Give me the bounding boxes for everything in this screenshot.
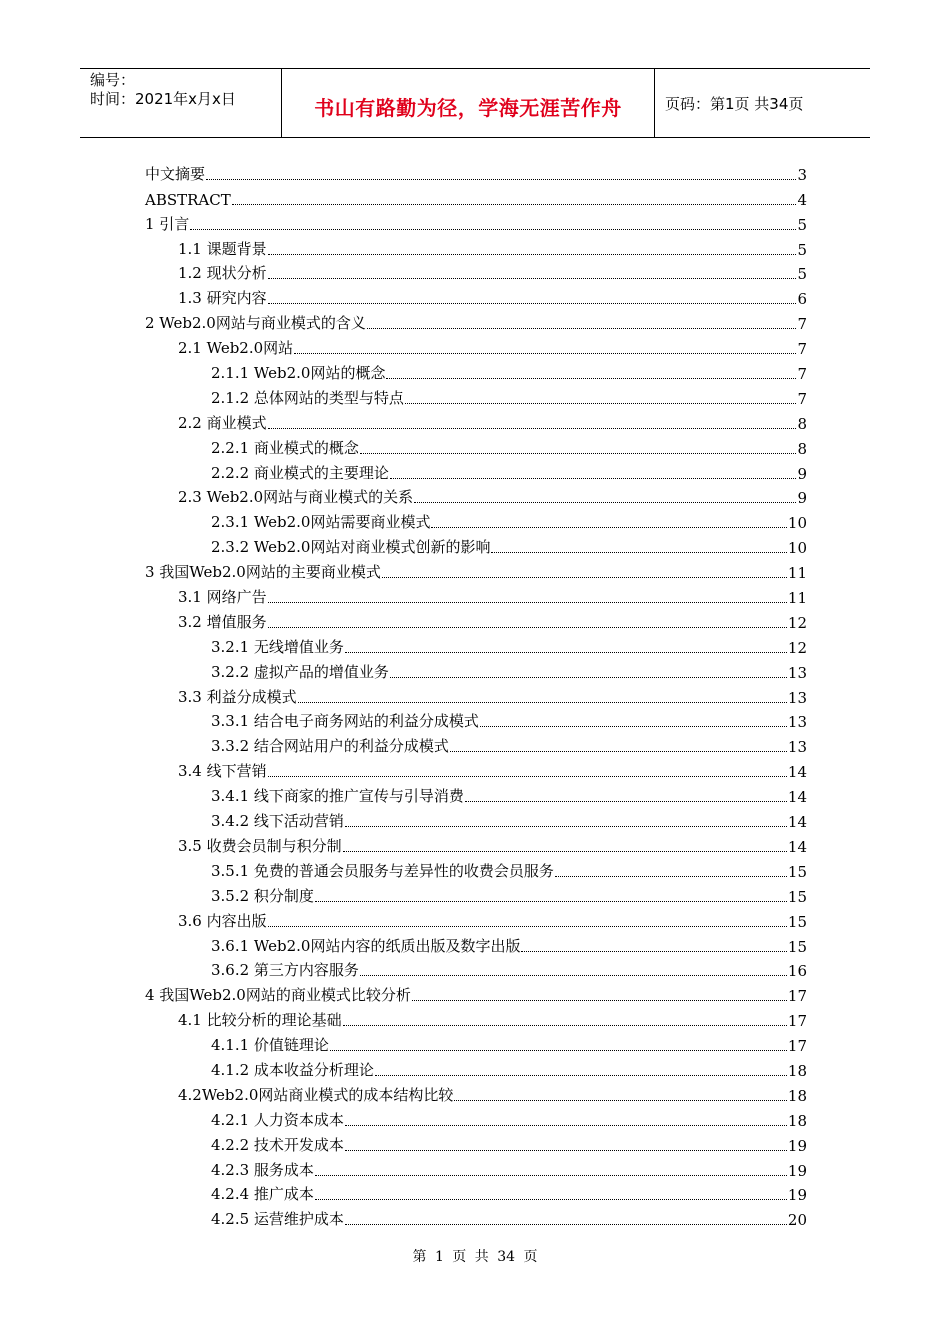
toc-leader-dots: [343, 1011, 787, 1026]
toc-leader-dots: [480, 712, 787, 727]
toc-entry-title: 4.2.3 服务成本: [211, 1160, 314, 1179]
toc-entry-title: 4.2.1 人力资本成本: [211, 1110, 344, 1129]
toc-entry-page: 8: [797, 439, 807, 458]
toc-entry[interactable]: [145, 234, 807, 259]
toc-entry[interactable]: [145, 856, 807, 881]
toc-entry-page: 10: [787, 514, 807, 533]
toc-leader-dots: [343, 837, 787, 852]
toc-entry-title: 3.2 增值服务: [178, 612, 267, 631]
toc-entry[interactable]: [145, 557, 807, 582]
toc-entry-title: 2.2.2 商业模式的主要理论: [211, 463, 389, 482]
toc-entry[interactable]: [145, 458, 807, 483]
toc-entry[interactable]: [145, 1080, 807, 1105]
toc-entry[interactable]: [145, 657, 807, 682]
toc-entry-page: 5: [797, 265, 807, 284]
toc-entry-title: 3.4 线下营销: [178, 762, 267, 781]
toc-entry-title: 4.1 比较分析的理论基础: [178, 1011, 342, 1030]
toc-entry[interactable]: [145, 980, 807, 1005]
toc-entry-title: 4 我国Web2.0网站的商业模式比较分析: [145, 986, 411, 1005]
toc-entry-page: 7: [797, 389, 807, 408]
toc-entry-title: 4.1.1 价值链理论: [211, 1036, 329, 1055]
toc-entry-title: 3.6 内容出版: [178, 911, 267, 930]
toc-entry-page: 15: [787, 862, 807, 881]
toc-entry-title: 3.1 网络广告: [178, 588, 267, 607]
toc-entry-page: 18: [787, 1086, 807, 1105]
toc-leader-dots: [405, 389, 797, 404]
toc-entry-title: 3.3.1 结合电子商务网站的利益分成模式: [211, 712, 479, 731]
toc-entry-title: 4.2.4 推广成本: [211, 1185, 314, 1204]
toc-entry-title: 中文摘要: [145, 164, 206, 183]
toc-entry-page: 15: [787, 912, 807, 931]
toc-entry[interactable]: [145, 283, 807, 308]
toc-entry-page: 16: [787, 962, 807, 981]
toc-entry-page: 8: [797, 414, 807, 433]
toc-entry[interactable]: [145, 731, 807, 756]
toc-leader-dots: [382, 563, 787, 578]
toc-entry[interactable]: [145, 632, 807, 657]
toc-entry-title: 4.2.5 运营维护成本: [211, 1210, 344, 1229]
toc-entry[interactable]: [145, 1155, 807, 1180]
toc-leader-dots: [367, 314, 797, 329]
toc-leader-dots: [412, 986, 787, 1001]
toc-leader-dots: [268, 762, 787, 777]
toc-entry-title: 1.1 课题背景: [178, 239, 267, 258]
toc-entry-title: 3.4.2 线下活动营销: [211, 812, 344, 831]
toc-entry[interactable]: [145, 906, 807, 931]
toc-entry-page: 5: [797, 215, 807, 234]
toc-entry-title: 3.5 收费会员制与积分制: [178, 836, 342, 855]
toc-entry[interactable]: [145, 532, 807, 557]
toc-leader-dots: [206, 165, 796, 180]
toc-leader-dots: [345, 1111, 787, 1126]
toc-entry[interactable]: [145, 333, 807, 358]
toc-entry-title: 3.5.2 积分制度: [211, 886, 314, 905]
toc-entry-page: 13: [787, 688, 807, 707]
toc-entry[interactable]: [145, 259, 807, 284]
toc-entry-title: 2.3.1 Web2.0网站需要商业模式: [211, 513, 431, 532]
toc-leader-dots: [431, 513, 786, 528]
toc-leader-dots: [268, 264, 797, 279]
page-header: [80, 68, 870, 138]
toc-entry[interactable]: [145, 956, 807, 981]
toc-entry[interactable]: [145, 707, 807, 732]
toc-entry-page: 14: [787, 788, 807, 807]
toc-leader-dots: [521, 937, 786, 952]
toc-leader-dots: [268, 912, 787, 927]
toc-leader-dots: [345, 638, 787, 653]
toc-entry[interactable]: [145, 1055, 807, 1080]
toc-entry-page: 5: [797, 240, 807, 259]
toc-entry-title: 1.3 研究内容: [178, 289, 267, 308]
toc-leader-dots: [491, 538, 786, 553]
toc-leader-dots: [345, 812, 787, 827]
toc-leader-dots: [390, 663, 787, 678]
toc-leader-dots: [555, 862, 787, 877]
toc-leader-dots: [375, 1061, 787, 1076]
toc-entry[interactable]: [145, 209, 807, 234]
toc-entry-title: 3.5.1 免费的普通会员服务与差异性的收费会员服务: [211, 861, 554, 880]
toc-entry-page: 13: [787, 738, 807, 757]
toc-entry-title: 2.3.2 Web2.0网站对商业模式创新的影响: [211, 538, 491, 557]
table-of-contents: [145, 159, 807, 1229]
toc-leader-dots: [345, 1136, 787, 1151]
toc-entry-title: ABSTRACT: [145, 190, 231, 209]
header-meta: [80, 69, 282, 137]
toc-leader-dots: [298, 688, 787, 703]
toc-entry-title: 1.2 现状分析: [178, 264, 267, 283]
toc-entry[interactable]: [145, 1130, 807, 1155]
toc-entry-title: 2.1.1 Web2.0网站的概念: [211, 364, 386, 383]
toc-entry-page: 17: [787, 1012, 807, 1031]
toc-entry[interactable]: [145, 881, 807, 906]
toc-leader-dots: [450, 737, 787, 752]
toc-entry-page: 9: [797, 489, 807, 508]
toc-entry-page: 17: [787, 1037, 807, 1056]
toc-entry[interactable]: [145, 159, 807, 184]
toc-entry[interactable]: [145, 781, 807, 806]
toc-entry-page: 18: [787, 1061, 807, 1080]
toc-entry-title: 2.1 Web2.0网站: [178, 339, 294, 358]
toc-entry-title: 3.3.2 结合网站用户的利益分成模式: [211, 737, 449, 756]
toc-entry-page: 14: [787, 813, 807, 832]
toc-entry[interactable]: [145, 308, 807, 333]
toc-entry-page: 13: [787, 663, 807, 682]
toc-entry-title: 3 我国Web2.0网站的主要商业模式: [145, 563, 381, 582]
toc-entry-page: 15: [787, 887, 807, 906]
toc-entry-title: 2.3 Web2.0网站与商业模式的关系: [178, 488, 414, 507]
toc-entry-page: 11: [787, 589, 807, 608]
toc-entry[interactable]: [145, 507, 807, 532]
toc-entry[interactable]: [145, 831, 807, 856]
toc-entry-page: 19: [787, 1186, 807, 1205]
header-motto: 书山有路勤为径，学海无涯苦作舟: [282, 69, 655, 137]
toc-entry-page: 15: [787, 937, 807, 956]
toc-leader-dots: [345, 1210, 787, 1225]
header-page-info: 页码：第1页 共34页: [665, 94, 804, 113]
toc-leader-dots: [465, 787, 787, 802]
toc-entry[interactable]: [145, 806, 807, 831]
toc-entry-page: 12: [787, 638, 807, 657]
toc-entry-page: 19: [787, 1136, 807, 1155]
toc-entry-title: 2 Web2.0网站与商业模式的含义: [145, 314, 366, 333]
toc-leader-dots: [315, 1185, 787, 1200]
toc-entry[interactable]: [145, 1005, 807, 1030]
toc-entry[interactable]: [145, 682, 807, 707]
page-footer: 第 1 页 共 34 页: [412, 1249, 538, 1265]
toc-entry[interactable]: [145, 1030, 807, 1055]
toc-entry-page: 18: [787, 1111, 807, 1130]
toc-entry-page: 20: [787, 1211, 807, 1230]
toc-leader-dots: [386, 364, 796, 379]
toc-leader-dots: [315, 1161, 787, 1176]
toc-entry-title: 3.2.2 虚拟产品的增值业务: [211, 662, 389, 681]
toc-entry-page: 14: [787, 837, 807, 856]
toc-leader-dots: [294, 339, 796, 354]
toc-entry[interactable]: [145, 1105, 807, 1130]
toc-entry-title: 4.1.2 成本收益分析理论: [211, 1060, 374, 1079]
toc-leader-dots: [190, 215, 796, 230]
toc-entry-page: 12: [787, 613, 807, 632]
toc-entry-title: 2.2.1 商业模式的概念: [211, 438, 359, 457]
toc-leader-dots: [360, 439, 797, 454]
toc-entry[interactable]: [145, 756, 807, 781]
toc-entry-title: 1 引言: [145, 214, 190, 233]
toc-entry[interactable]: [145, 383, 807, 408]
document-time-label: 时间：2021年x月x日: [90, 90, 236, 108]
toc-entry-page: 19: [787, 1161, 807, 1180]
toc-leader-dots: [232, 190, 797, 205]
toc-entry-page: 9: [797, 464, 807, 483]
toc-entry-page: 17: [787, 987, 807, 1006]
toc-entry[interactable]: [145, 358, 807, 383]
toc-leader-dots: [268, 588, 787, 603]
toc-leader-dots: [268, 414, 797, 429]
toc-entry[interactable]: [145, 607, 807, 632]
toc-entry[interactable]: [145, 184, 807, 209]
toc-entry-title: 3.2.1 无线增值业务: [211, 637, 344, 656]
toc-entry-page: 7: [797, 315, 807, 334]
toc-entry[interactable]: [145, 931, 807, 956]
toc-leader-dots: [268, 240, 797, 255]
toc-entry-title: 3.4.1 线下商家的推广宣传与引导消费: [211, 787, 464, 806]
toc-entry-title: 2.2 商业模式: [178, 413, 267, 432]
toc-entry-title: 3.6.2 第三方内容服务: [211, 961, 359, 980]
toc-entry-page: 7: [797, 340, 807, 359]
toc-leader-dots: [330, 1036, 787, 1051]
toc-entry-page: 6: [797, 290, 807, 309]
toc-leader-dots: [315, 887, 787, 902]
toc-entry-page: 11: [787, 564, 807, 583]
toc-entry-title: 4.2.2 技术开发成本: [211, 1135, 344, 1154]
toc-leader-dots: [360, 961, 787, 976]
toc-entry-title: 4.2Web2.0网站商业模式的成本结构比较: [178, 1085, 454, 1104]
toc-entry[interactable]: [145, 1180, 807, 1205]
toc-leader-dots: [390, 464, 797, 479]
toc-entry-page: 10: [787, 539, 807, 558]
toc-leader-dots: [454, 1086, 787, 1101]
toc-entry[interactable]: [145, 582, 807, 607]
toc-leader-dots: [268, 613, 787, 628]
document-number-label: 编号：: [90, 71, 136, 89]
toc-entry[interactable]: [145, 408, 807, 433]
toc-leader-dots: [414, 488, 796, 503]
toc-entry[interactable]: [145, 483, 807, 508]
toc-entry[interactable]: [145, 433, 807, 458]
toc-entry-page: 4: [797, 190, 807, 209]
toc-leader-dots: [268, 289, 797, 304]
toc-entry-title: 3.6.1 Web2.0网站内容的纸质出版及数字出版: [211, 936, 521, 955]
toc-entry-title: 2.1.2 总体网站的类型与特点: [211, 388, 404, 407]
toc-entry[interactable]: [145, 1204, 807, 1229]
toc-entry-page: 3: [797, 165, 807, 184]
toc-entry-page: 14: [787, 763, 807, 782]
toc-entry-page: 7: [797, 365, 807, 384]
toc-entry-page: 13: [787, 713, 807, 732]
toc-entry-title: 3.3 利益分成模式: [178, 687, 297, 706]
